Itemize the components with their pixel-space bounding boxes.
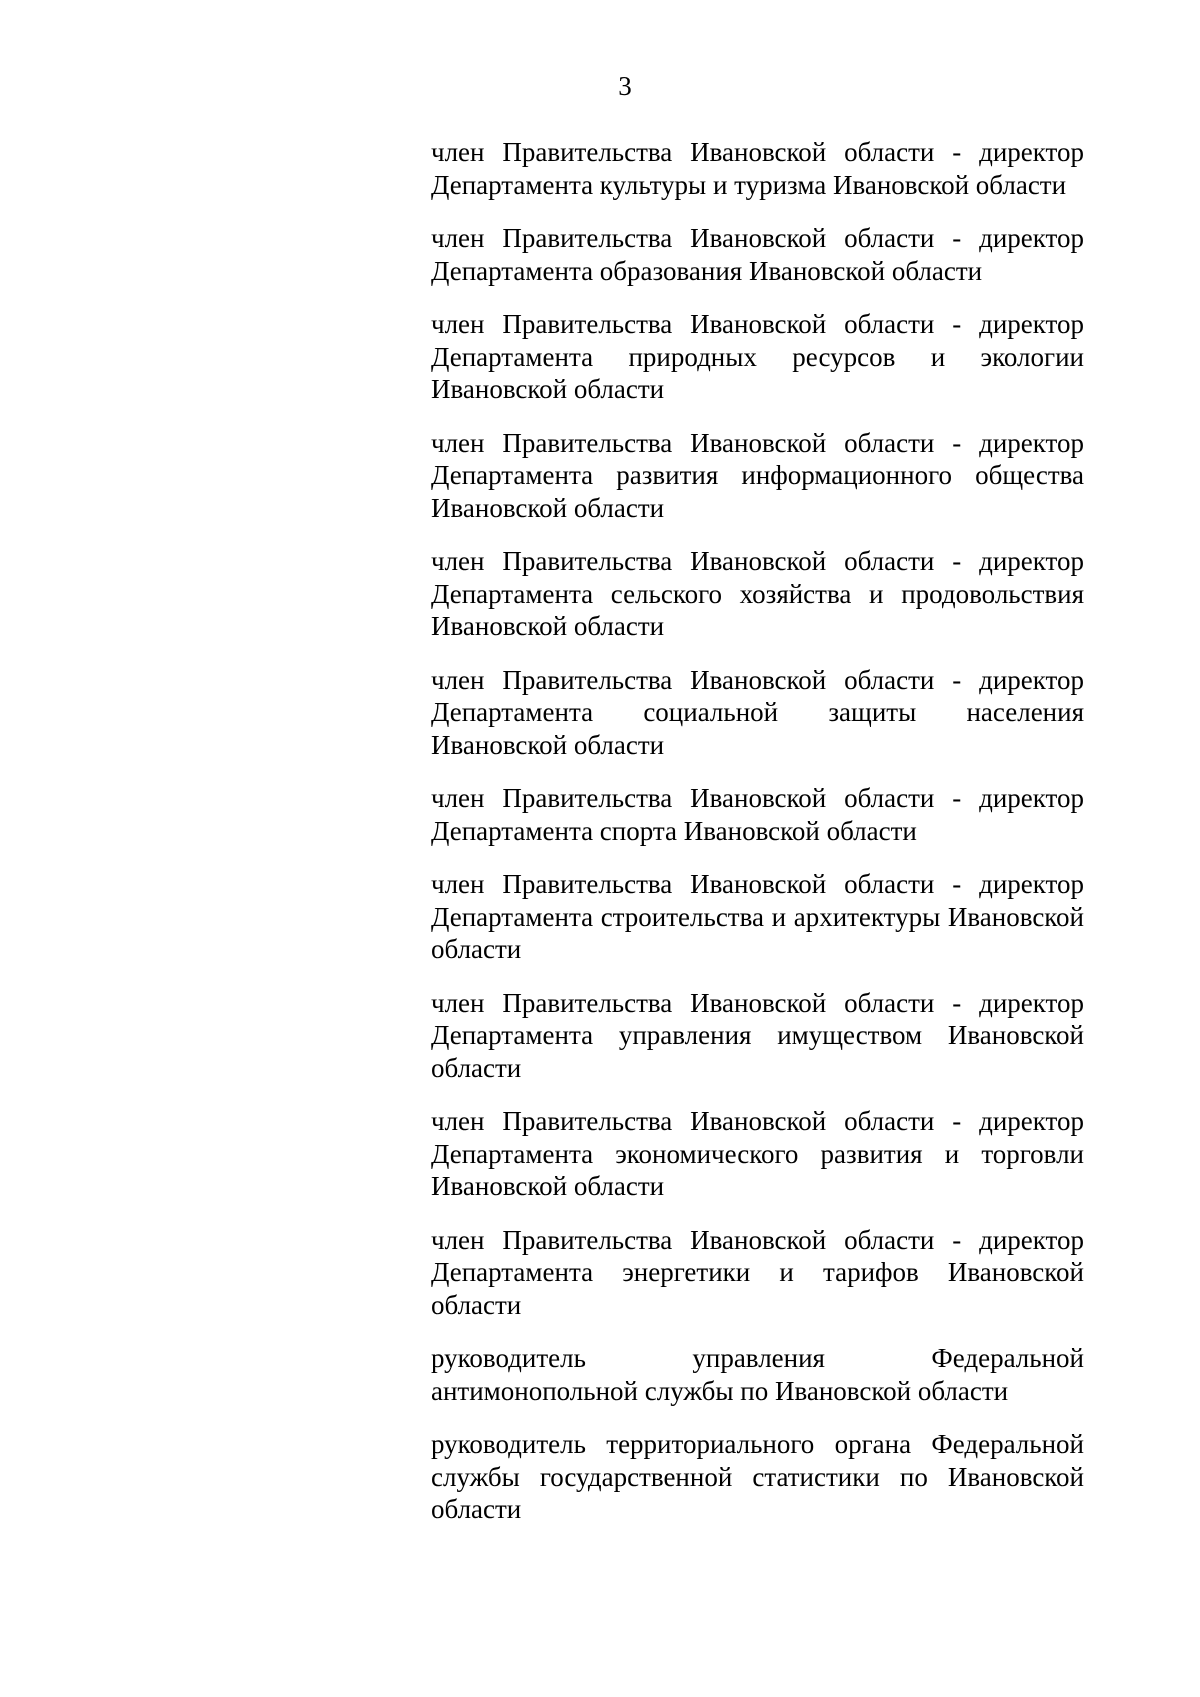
member-entry: член Правительства Ивановской области - директор Департамента природных ресурсов и экологии Ивановской области bbox=[431, 309, 1084, 404]
member-entry: член Правительства Ивановской области - директор Департамента сельского хозяйства и продовольствия Ивановской области bbox=[431, 546, 1084, 641]
member-entry: член Правительства Ивановской области - директор Департамента энергетики и тарифов Ивановской области bbox=[431, 1224, 1084, 1320]
member-entry: член Правительства Ивановской области - директор Департамента развития информационного общества Ивановской области bbox=[431, 427, 1084, 523]
member-entry: руководитель управления Федеральной антимонопольной службы по Ивановской области bbox=[431, 1343, 1084, 1406]
member-entry: член Правительства Ивановской области - директор Департамента строительства и архитектуры Ивановской области bbox=[431, 869, 1084, 964]
page-number: 3 bbox=[618, 71, 632, 101]
member-list bbox=[431, 136, 1084, 1547]
member-entry: член Правительства Ивановской области - директор Департамента социальной защиты населения Ивановской области bbox=[431, 664, 1084, 760]
member-entry: член Правительства Ивановской области - директор Департамента спорта Ивановской области bbox=[431, 783, 1084, 846]
member-entry: член Правительства Ивановской области - директор Департамента образования Ивановской области bbox=[431, 223, 1084, 286]
member-entry: член Правительства Ивановской области - директор Департамента культуры и туризма Ивановской области bbox=[431, 137, 1084, 200]
member-entry: руководитель территориального органа Федеральной службы государственной статистики по Ивановской области bbox=[431, 1429, 1084, 1524]
member-entry: член Правительства Ивановской области - директор Департамента управления имуществом Ивановской области bbox=[431, 987, 1084, 1083]
member-entry: член Правительства Ивановской области - директор Департамента экономического развития и торговли Ивановской области bbox=[431, 1106, 1084, 1201]
